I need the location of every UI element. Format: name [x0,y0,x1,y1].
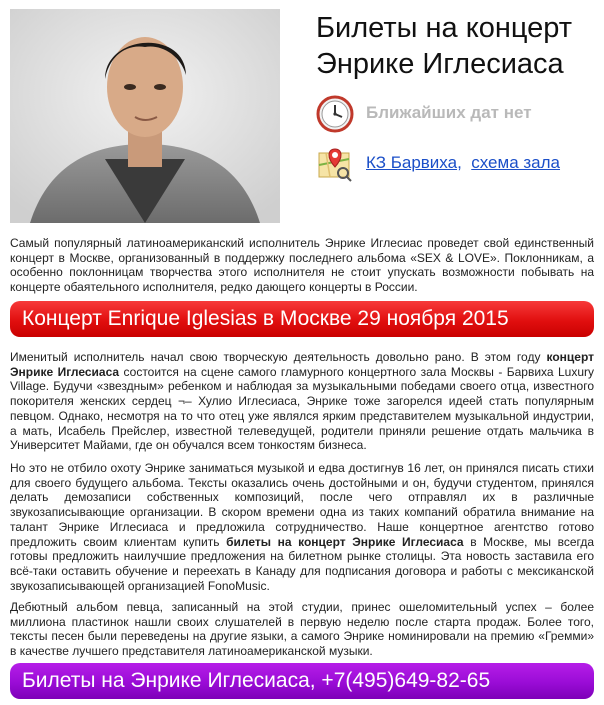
bio-paragraph-1 [10,350,594,453]
bio-paragraph-2 [10,461,594,593]
bio-paragraph-3: Дебютный альбом певца, записанный на этой студии, принес ошеломительный успех – более миллиона пластинок нашли своих слушателей в первую неделю после старта продаж. Более того, тексты песен были переведены на другие языки, а самого Энрике номинировали на премию «Гремми» в качестве лучшего представителя латиноамериканской музыки. [10,600,594,659]
concert-date-banner: Концерт Enrique Iglesias в Москве 29 ноября 2015 [10,301,594,337]
venue-separator: , [457,153,462,172]
p2-text-c: в Москве, мы всегда готовы предложить наилучшие предложения на билетном рынке столицы. Эта новость заставила его всё-таки оставить обучение и переехать в Канаду для подписания договора и работы с мексиканской звукозаписывающей организацией FonoMusic. [10,534,595,593]
map-pin-icon [316,145,354,183]
p2-bold: билеты на концерт Энрике Иглесиаса [226,534,464,549]
p1-text-a: Именитый исполнитель начал свою творческую деятельность довольно рано. В этом году [10,350,547,364]
artist-photo [10,9,280,223]
p2-text-a: Но это не отбило охоту Энрике заниматься музыкой и едва достигнув 16 лет, он принялся писать стихи для своего будущего альбома. Тексты оказались очень достойными и он, будучи студентом, принялся делать демозаписи собственных композиций, после чего отправлял их в различные звукозаписывающие организации. В скором времени одна из таких компаний обратила внимание на талант Энрике Иглесиаса и предложила сотрудничество. Наше концертное агентство готово предложить своим клиентам купить [10,461,594,549]
intro-paragraph: Самый популярный латиноамериканский исполнитель Энрике Иглесиас проведет свой единственный концерт в Москве, организованный в поддержку последнего альбома «SEX & LOVE». Поклонникам, а особенно поклонницам творчества этого исполнителя не стоит упускать возможности побывать на концерте обаятельного исполнителя, редко дающего концерты в России. [10,236,594,295]
page-title: Билеты на концерт Энрике Иглесиаса [316,12,573,80]
hall-scheme-link[interactable]: схема зала [471,153,561,172]
ticket-phone-banner[interactable]: Билеты на Энрике Иглесиаса, +7(495)649-82-65 [10,663,594,699]
concert-venue [316,145,601,185]
p1-text-c: состоится на сцене самого гламурного концертного зала Москвы - Барвиха Luxury Village. Будучи «звездным» ребенком и наблюдая за музыкальными победами своего отца, известного покорителя женских сердец ¬– Хулио Иглесиаса, Энрике тоже загорелся идеей стать популярным певцом. Однако, несмотря на то что отец уже являлся ярким представителем музыкальной индустрии, а мать, Исабель Прейслер, известной телеведущей, родители приняли решение отдать мальчика в Университет Майами, где он обучался всем тонкостям бизнеса. [10,364,594,453]
p1-bold: концерт Энрике Иглесиаса [10,350,594,379]
no-dates-label: Ближайших дат нет [366,103,532,122]
clock-icon [316,95,354,133]
concert-header [0,0,604,230]
venue-link[interactable]: КЗ Барвиха [366,153,458,172]
concert-dates [316,95,601,135]
